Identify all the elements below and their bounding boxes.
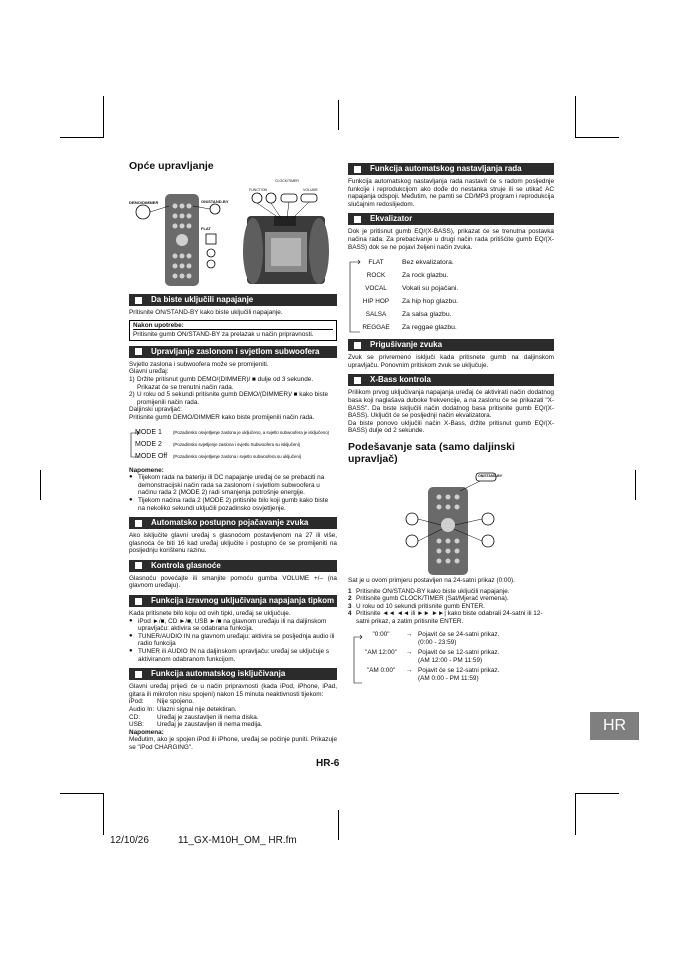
paragraph: Kada pritisnete bilo koju od ovih tipki, uređaj se uključuje. (129, 610, 291, 618)
footer-file: 11_GX-M10H_OM_ HR.fm (178, 835, 297, 846)
crop-mark (575, 793, 576, 835)
paragraph: Ako isključite glavni uređaj s glasnoćom postavljenom na 27 ili više, glasnoća će biti 16 kad uređaj uključite i postupno će se promijeniti na posljednju korištenu razinu. (129, 532, 337, 555)
section-header: X-Bass kontrola (348, 374, 554, 386)
page-number: HR-6 (316, 758, 340, 769)
paragraph: Sat je u ovom primjeru postavljen na 24-satni prikaz (0:00). (348, 576, 515, 584)
figure-label-demo-dimmer: DEMO/DIMMER (129, 200, 159, 205)
crop-mark (575, 793, 619, 794)
figure-label-volume: VOLUME (303, 188, 318, 192)
list-item: 2 Pritisnite gumb CLOCK/TIMER (Sat/Mjerač vremena). (348, 595, 509, 603)
list-item: 4 Pritisnite ◄◄ ◄◄ ili ►► ►►| kako biste odabrali 24-satni ili 12-satni prikaz, a zatim pritisnite ENTER. (348, 610, 543, 625)
paragraph: Dok je pritisnut gumb EQ/(X-BASS), prikazat će se trenutna postavka načina rada. Za prebacivanje u drugi način rada pritišćite gumb EQ/(X-BASS) dok se ne pojavi željeni način zvuka. (348, 228, 554, 251)
section-header: Funkcija izravnog uključivanja napajanja tipkom (129, 595, 337, 607)
clock-row: "0:00" → Pojavit će se 24-satni prikaz. (0:00 - 23:59) (372, 631, 500, 646)
eq-mode-list (350, 256, 554, 334)
cycle-arrow-icon (352, 633, 364, 689)
cycle-arrow-icon (348, 258, 362, 338)
section-header: Upravljanje zaslonom i svjetlom subwoofera (129, 346, 337, 358)
section-header: Da biste uključili napajanje (129, 294, 337, 306)
bullet-item: ● Tijekom načina rada 2 (MODE 2) pritisnite bilo koji gumb kako biste na nekoliko sekundi uključili pozadinsko osvjetljenje. (129, 496, 329, 512)
section-header: Prigušivanje zvuka (348, 339, 554, 351)
mode-row: MODE 1 (Pozadinsko osvjetljenje zaslona je uključeno, a svjetlo subwoofera je isključeno) (135, 429, 329, 437)
paragraph: Međutim, ako je spojen iPod ili iPhone, uređaj se počinje puniti. Prikazuje se "iPod CHARGING". (129, 736, 337, 751)
paragraph: Zvuk se privremeno isključi kada pritisnete gumb na daljinskom upravljaču. Ponovnim pritiskom zvuk se uključuje. (348, 354, 554, 369)
eq-row: HIP HOP Za hip hop glazbu. (362, 298, 458, 306)
crop-mark (575, 137, 619, 138)
mode-row: MODE 2 (Pozadinsko svjetljenje zaslona i svjetlo Subwoofera su isključeni) (135, 441, 301, 449)
eq-row: VOCAL Vokali su pojačani. (365, 285, 459, 293)
table-row: iPod: Nije spojeno. (129, 698, 194, 706)
remote-illustration (348, 469, 554, 577)
section-title: Podešavanje sata (samo daljinski upravljač) (348, 440, 515, 465)
crop-mark (103, 96, 104, 138)
list-item: 3 U roku od 10 sekundi pritisnite gumb ENTER. (348, 602, 485, 610)
list-item: 1) Držite pritisnut gumb DEMO/(DIMMER)/ ■ dulje od 3 sekunde. Prikazat će se trenutni način rada. (129, 375, 314, 391)
figure-label-on-standby: ON/STAND-BY (478, 473, 503, 478)
clock-format-cycle (356, 631, 554, 681)
list-item: 2) U roku od 5 sekundi pritisnite gumb DEMO/(DIMMER)/ ■ kako biste promijenili način rada. (129, 391, 329, 406)
table-row: Audio In: Ulazni signal nije detektiran. (129, 706, 237, 713)
bullet-item: ● TUNER/AUDIO IN na glavnom uređaju: aktivira se posljednja audio ili radio funkcija (129, 632, 335, 648)
registration-mark (338, 100, 339, 130)
bullet-item: ● Tijekom rada na bateriju ili DC napajanje uređaj će se prebaciti na demonstracijski način rada sa zaslonom i svjetlom subwoofera u načinu rada 2 (MODE 2) radi smanjenja potrošnje energije. (129, 474, 325, 497)
paragraph: Glavni uređaj prijeći će u način pripravnosti (kada iPod, iPhone, iPad, gitara ili mikrofon nisu spojeni) nakon 15 minuta neaktivnosti tijekom: (129, 683, 337, 698)
registration-mark (40, 470, 41, 500)
list-item: 1 Pritisnite ON/STAND-BY kako biste uključili napajanje. (348, 587, 510, 595)
eq-row: ROCK Za rock glazbu. (366, 272, 449, 280)
left-column (129, 160, 337, 752)
figure-label-flat: FLAT (201, 226, 211, 231)
paragraph: Pritisnite gumb DEMO/DIMMER kako biste promijenili način rada. (129, 413, 315, 421)
crop-mark (575, 96, 576, 138)
note-box (129, 320, 337, 341)
eq-row: FLAT Bez ekvalizatora. (368, 259, 454, 267)
remote-figure (348, 469, 554, 577)
clock-row: "AM 0:00" → Pojavit će se 12-satni prikaz. (AM 0:00 - PM 11:59) (366, 667, 500, 682)
device-figure (129, 176, 337, 289)
language-tab: HR (590, 712, 639, 740)
section-header: Automatsko postupno pojačavanje zvuka (129, 517, 337, 529)
table-row: CD: Uređaj je zaustavljen ili nema diska. (129, 713, 259, 721)
figure-label-on-standby: ON/STAND-BY (201, 199, 229, 204)
cycle-arrow-icon (129, 427, 141, 463)
section-title: Opće upravljanje (129, 160, 214, 172)
figure-label-clock-timer: CLOCK/TIMER (275, 179, 299, 183)
device-illustration (129, 176, 337, 289)
paragraph: Glavni uređaj: (129, 368, 169, 376)
crop-mark (60, 793, 104, 794)
section-header: Funkcija automatskog isključivanja (129, 668, 337, 680)
mode-cycle (135, 427, 337, 463)
note-title: Napomena: (129, 728, 164, 736)
registration-mark (635, 470, 636, 500)
paragraph: Pritisnite ON/STAND-BY kako biste uključili napajanje. (129, 309, 283, 316)
paragraph: Glasnoću povećajte ili smanjite pomoću gumba VOLUME +/– (na glavnom uređaju). (129, 574, 337, 590)
paragraph: Da biste ponovo uključili način X-Bass, držite pritisnut gumb EQ/(X-BASS) dulje od 2 sekunde. (348, 419, 554, 435)
bullet-item: ● TUNER ili AUDIO IN na daljinskom upravljaču: uređaj se uključuje s aktiviranom odabranom funkcijom. (129, 648, 330, 663)
eq-row: SALSA Za salsa glazbu. (365, 311, 452, 319)
bullet-item: ● iPod ►/■, CD ►/■, USB ►/■ na glavnom uređaju ili na daljinskom upravljaču: aktivira se odabrana funkcija. (129, 617, 327, 633)
mode-row: MODE Off (Pozadinsko osvjetljenje zaslona i svjetlo subwoofera su uključeni) (135, 453, 302, 461)
paragraph: Funkcija automatskog nastavljanja rada nastavit će s radom posljednje funkcije i reprodukcijom ako dođe do nestanka struje ili se utikač AC napajanja odspoji. Međutim, ne pamti se CD/MP3 program i reprodukcija slučajnim redoslijedom. (348, 178, 554, 208)
crop-mark (103, 793, 104, 835)
section-header: Funkcija automatskog nastavljanja rada (348, 163, 554, 175)
crop-mark (60, 137, 104, 138)
note-title: Nakon upotrebe: (133, 322, 333, 331)
figure-label-function: FUNCTION (249, 188, 268, 192)
eq-row: REGGAE Za reggae glazbu. (362, 324, 457, 332)
paragraph: Svjetlo zaslona i subwoofera može se promijeniti. (129, 360, 269, 368)
notes-title: Napomene: (129, 466, 164, 474)
right-column (348, 160, 554, 685)
registration-mark (338, 810, 339, 840)
section-header: Ekvalizator (348, 213, 554, 225)
footer-date: 12/10/26 (110, 835, 149, 846)
note-text: Pritisnite gumb ON/STAND-BY za prelazak u način pripravnosti. (133, 331, 314, 339)
clock-row: "AM 12:00" → Pojavit će se 12-satni prikaz. (AM 12:00 - PM 11:59) (365, 649, 500, 664)
paragraph: Prilikom prvog uključivanja napajanja uređaj će aktivirati način dodatnog basa koji naglašava duboke frekvencije, a na zaslonu će se prikazati "X-BASS". Da biste isključili način dodatnog basa pritisnite gumb EQ/(X-BASS). Uključit će se posljednji način ekvalizatora. (348, 389, 554, 420)
paragraph: Daljinski upravljač: (129, 406, 182, 414)
table-row: USB: Uređaj je zaustavljen ili nema medija. (129, 721, 263, 729)
section-header: Kontrola glasnoće (129, 560, 337, 572)
